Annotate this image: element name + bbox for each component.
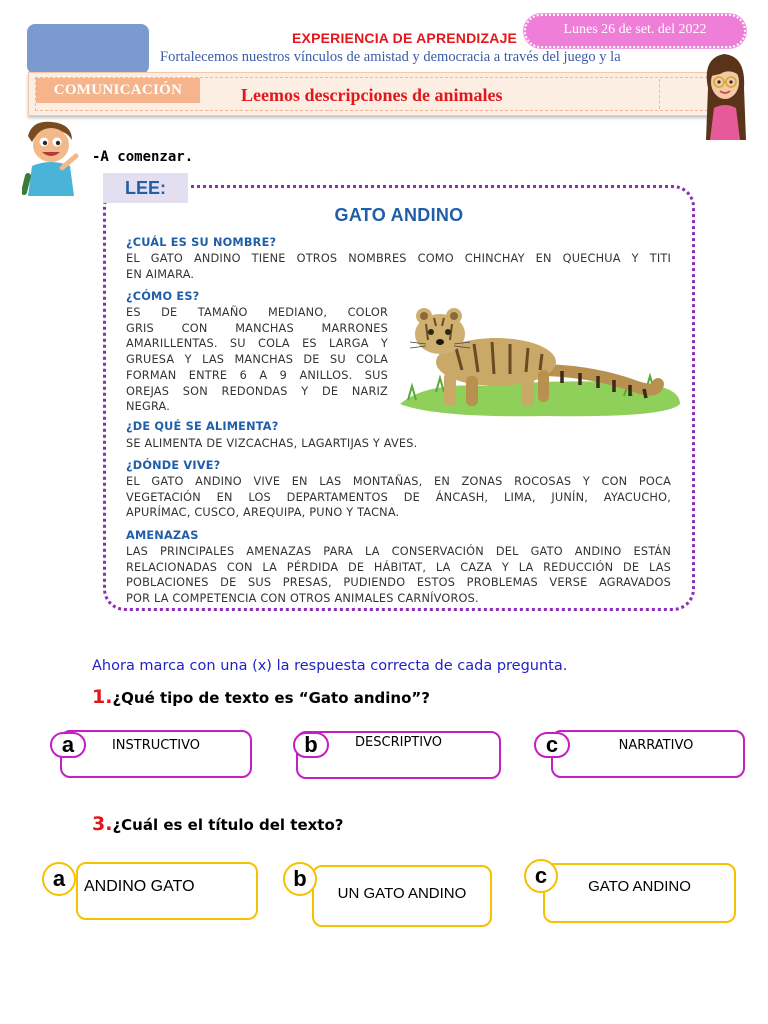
answer-paragraph	[126, 436, 671, 452]
question-heading: ¿CUÁL ES SU NOMBRE?	[126, 236, 277, 249]
answer-line: GRIS CON MANCHAS MARRONES	[126, 321, 388, 335]
answer-line: ES DE TAMAÑO MEDIANO, COLOR	[126, 306, 388, 319]
answer-line: EL GATO ANDINO TIENE OTROS NOMBRES COMO CHINCHAY EN QUECHUA Y TITI	[126, 252, 671, 265]
question-1	[92, 686, 430, 708]
answer-line: FORMAN ENTRE 6 A 9 ANILLOS. SUS	[126, 368, 388, 382]
option-letter-badge: a	[42, 862, 76, 896]
andean-cat-illustration	[396, 300, 684, 420]
answer-line: AMARILLENTAS. SU COLA ES LARGA Y	[126, 337, 388, 351]
option-letter-badge: b	[293, 732, 329, 758]
question-number: 3.	[92, 813, 113, 835]
answer-option-q1-c[interactable]	[551, 730, 745, 778]
unit-subtitle: Fortalecemos nuestros vínculos de amistad y democracia a través del juego y la	[160, 49, 621, 65]
answer-line: APURÍMAC, CUSCO, AREQUIPA, PUNO Y TACNA.	[126, 506, 400, 520]
option-letter-badge: c	[524, 859, 558, 893]
answer-line: LAS PRINCIPALES AMENAZAS PARA LA CONSERVACIÓN DEL GATO ANDINO ESTÁN	[126, 545, 671, 558]
start-heading: -A comenzar.	[92, 149, 194, 165]
answer-line: VEGETACIÓN EN LOS DEPARTAMENTOS DE ÁNCASH, LIMA, JUNÍN, AYACUCHO,	[126, 490, 671, 504]
option-letter-badge: c	[534, 732, 570, 758]
date-text: Lunes 26 de set. del 2022	[563, 22, 707, 37]
question-heading: AMENAZAS	[126, 529, 199, 542]
answer-line: POR LA COMPETENCIA CON OTROS ANIMALES CARNÍVOROS.	[126, 592, 479, 606]
answer-line: OREJAS SON REDONDAS Y DE NARIZ	[126, 384, 388, 398]
answer-option-q1-a[interactable]	[60, 730, 252, 778]
header-blue-box	[27, 24, 149, 74]
question-text: ¿Cuál es el título del texto?	[112, 816, 344, 834]
answer-line: EL GATO ANDINO VIVE EN LAS MONTAÑAS, EN ZONAS ROCOSAS Y CON POCA	[126, 475, 671, 488]
answer-option-q3-a[interactable]	[76, 862, 258, 920]
banner-divider	[659, 79, 660, 109]
answer-paragraph	[126, 544, 671, 607]
answer-option-q3-b[interactable]	[312, 865, 492, 927]
option-text: GATO ANDINO	[588, 878, 691, 895]
answer-paragraph	[126, 251, 671, 282]
subject-tab	[36, 78, 200, 103]
lee-tab	[103, 173, 188, 203]
answer-line: SE ALIMENTA DE VIZCACHAS, LAGARTIJAS Y AVES.	[126, 437, 418, 450]
option-text: NARRATIVO	[618, 738, 694, 753]
lee-label: LEE:	[125, 177, 167, 198]
answer-paragraph	[126, 305, 388, 415]
option-letter-badge: a	[50, 732, 86, 758]
answer-line: NEGRA.	[126, 400, 171, 414]
question-heading: ¿DÓNDE VIVE?	[126, 459, 221, 472]
answer-line: GRUESA Y LAS MANCHAS DE SU COLA	[126, 353, 388, 367]
question-3	[92, 813, 344, 835]
article-title: GATO ANDINO	[334, 205, 464, 225]
answer-line: RELACIONADAS CON LA PÉRDIDA DE HÁBITAT, LA CAZA Y LA REDUCCIÓN DE LAS	[126, 560, 671, 574]
option-letter-badge: b	[283, 862, 317, 896]
answer-line: POBLACIONES DE SUS PRESAS, PUDIENDO ESTOS PROBLEMAS VERSE AGRAVADOS	[126, 576, 671, 590]
kid-avatar-icon	[22, 118, 80, 196]
question-number: 1.	[92, 686, 113, 708]
answer-option-q3-c[interactable]	[543, 863, 736, 923]
teacher-avatar-icon	[700, 48, 748, 140]
answer-line: EN AIMARA.	[126, 267, 195, 281]
experience-title: EXPERIENCIA DE APRENDIZAJE	[292, 30, 518, 46]
instruction-text: Ahora marca con una (x) la respuesta correcta de cada pregunta.	[92, 658, 568, 674]
option-text: UN GATO ANDINO	[337, 885, 467, 902]
date-badge	[524, 14, 746, 48]
answer-paragraph	[126, 474, 671, 521]
question-text: ¿Qué tipo de texto es “Gato andino”?	[112, 689, 430, 707]
option-text: DESCRIPTIVO	[355, 735, 442, 750]
subject-label: COMUNICACIÓN	[53, 82, 183, 98]
option-text: ANDINO GATO	[84, 878, 195, 895]
lesson-title: Leemos descripciones de animales	[241, 85, 503, 105]
subject-banner	[28, 72, 725, 116]
question-heading: ¿DE QUÉ SE ALIMENTA?	[126, 420, 279, 433]
question-heading: ¿CÓMO ES?	[126, 290, 200, 303]
option-text: INSTRUCTIVO	[111, 738, 201, 753]
